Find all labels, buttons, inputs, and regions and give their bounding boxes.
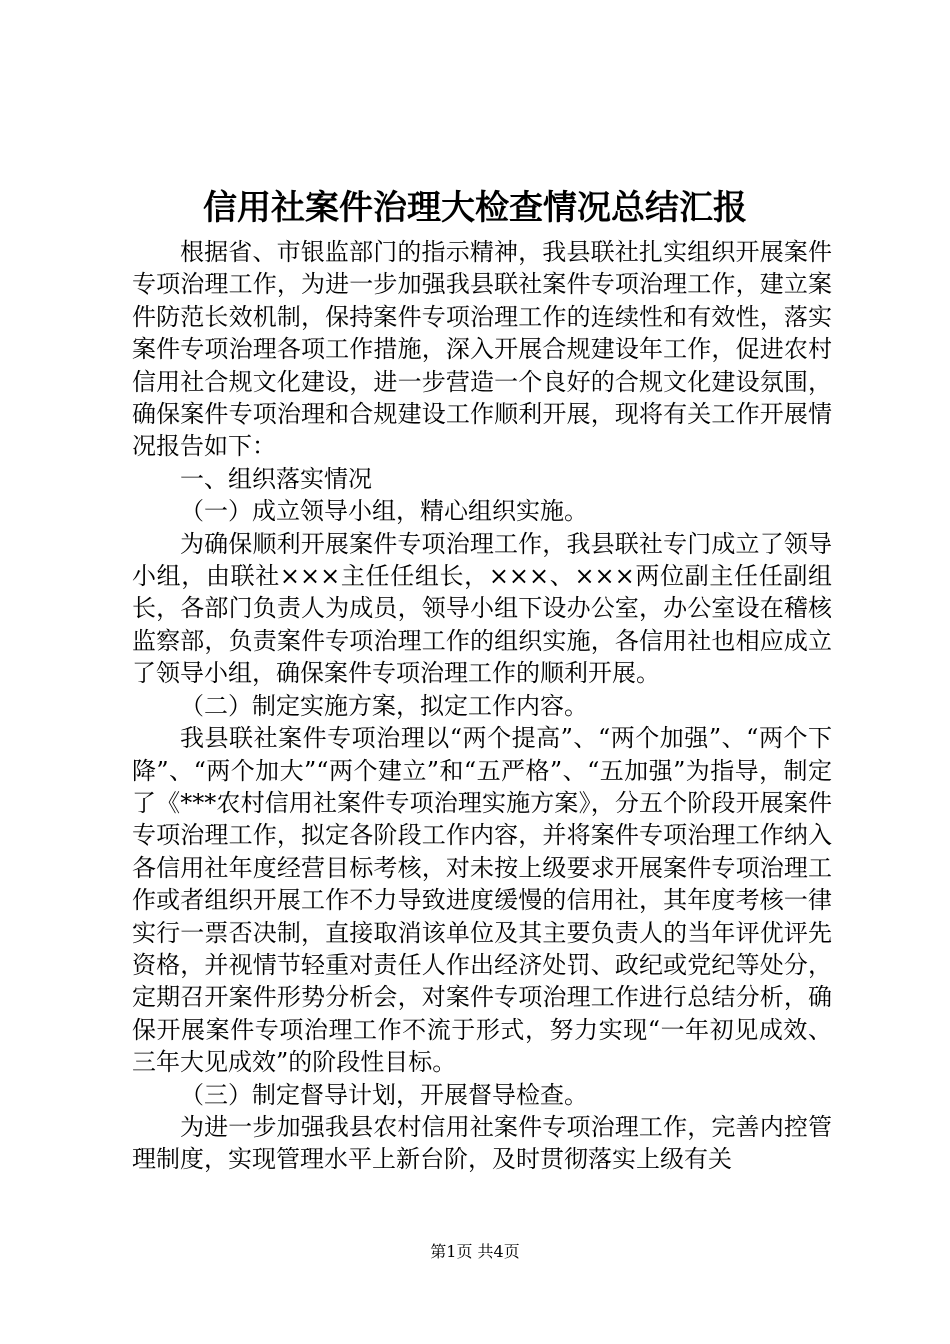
paragraph-supervision: 为进一步加强我县农村信用社案件专项治理工作，完善内控管理制度，实现管理水平上新台阶，及时贯彻落实上级有关 (132, 1112, 832, 1174)
section-heading-1: 一、组织落实情况 (180, 464, 372, 493)
paragraph-implementation-plan: 我县联社案件专项治理以“两个提高”、“两个加强”、“两个下降”、“两个加大”“两个建立”和“五严格”、“五加强”为指导，制定了《***农村信用社案件专项治理实施方案》，分五个阶段开展案件专项治理工作，拟定各阶段工作内容，并将案件专项治理工作纳入各信用社年度经营目标考核，对未按上级要求开展案件专项治理工作或者组织开展工作不力导致进度缓慢的信用社，其年度考核一律实行一票否决制，直接取消该单位及其主要负责人的当年评优评先资格，并视情节轻重对责任人作出经济处罚、政纪或党纪等处分，定期召开案件形势分析会，对案件专项治理工作进行总结分析，确保开展案件专项治理工作不流于形式，努力实现“一年初见成效、三年大见成效”的阶段性目标。 (132, 724, 832, 1077)
paragraph-leadership-group: 为确保顺利开展案件专项治理工作，我县联社专门成立了领导小组，由联社×××主任任组长，×××、×××两位副主任任副组长，各部门负责人为成员，领导小组下设办公室，办公室设在稽核监察部，负责案件专项治理工作的组织实施，各信用社也相应成立了领导小组，确保案件专项治理工作的顺利开展。 (132, 529, 832, 688)
page-indicator: 第1页 共4页 (430, 1242, 520, 1261)
document-title: 信用社案件治理大检查情况总结汇报 (203, 188, 747, 228)
subsection-heading-3: （三）制定督导计划，开展督导检查。 (180, 1080, 588, 1109)
subsection-heading-1: （一）成立领导小组，精心组织实施。 (180, 497, 588, 526)
paragraph-intro: 根据省、市银监部门的指示精神，我县联社扎实组织开展案件专项治理工作，为进一步加强我县联社案件专项治理工作，建立案件防范长效机制，保持案件专项治理工作的连续性和有效性，落实案件专项治理各项工作措施，深入开展合规建设年工作，促进农村信用社合规文化建设，进一步营造一个良好的合规文化建设氛围，确保案件专项治理和合规建设工作顺利开展，现将有关工作开展情况报告如下： (132, 238, 832, 461)
document-body (132, 236, 832, 1176)
subsection-heading-2: （二）制定实施方案，拟定工作内容。 (180, 691, 588, 720)
